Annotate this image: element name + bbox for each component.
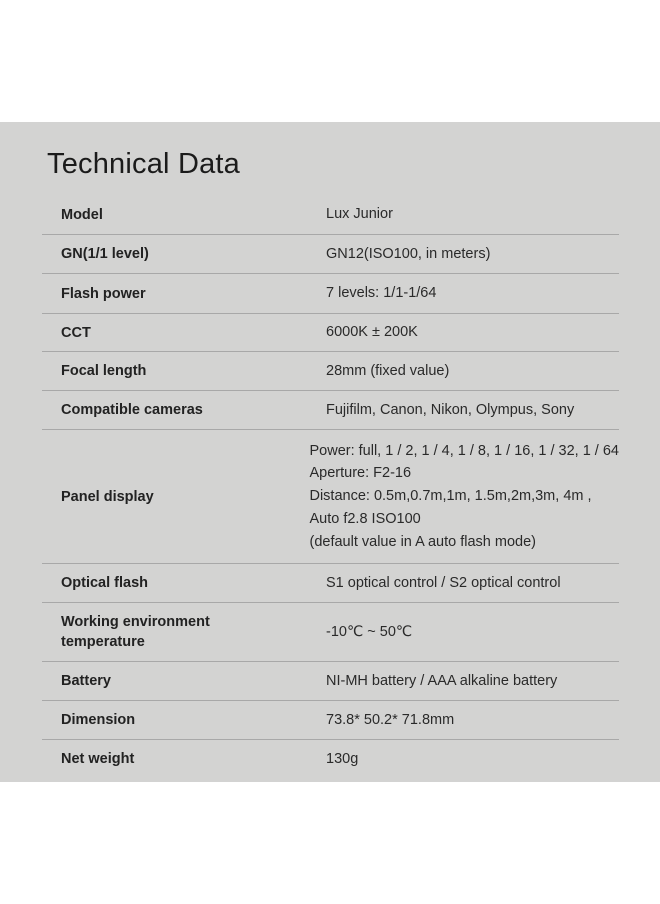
spec-value-line: 7 levels: 1/1-1/64	[326, 285, 437, 302]
spec-label: CCT	[61, 324, 91, 341]
spec-value-line: Aperture: F2-16	[309, 465, 412, 482]
spec-value-line: 6000K ± 200K	[326, 324, 418, 341]
table-row	[42, 391, 619, 430]
spec-value-line: 73.8* 50.2* 71.8mm	[326, 711, 455, 728]
spec-value-line: S1 optical control / S2 optical control	[326, 574, 561, 591]
table-row	[42, 564, 619, 603]
spec-label: Dimension	[61, 712, 136, 728]
spec-label: Net weight	[61, 751, 135, 767]
spec-label: Working environment temperature	[61, 614, 210, 650]
table-row	[42, 701, 619, 740]
spec-value-line: Auto f2.8 ISO100	[309, 510, 421, 527]
spec-value	[326, 282, 619, 305]
spec-value	[326, 748, 619, 771]
spec-label: Focal length	[61, 363, 147, 379]
table-row	[42, 235, 619, 274]
spec-value	[326, 243, 619, 266]
spec-value-line: 130g	[326, 750, 359, 767]
table-row	[42, 740, 619, 778]
spec-value-line: Fujifilm, Canon, Nikon, Olympus, Sony	[326, 401, 575, 418]
spec-value-line: NI-MH battery / AAA alkaline battery	[326, 672, 558, 689]
spec-value-line: 28mm (fixed value)	[326, 362, 450, 379]
spec-value	[326, 621, 619, 644]
spec-value-line: Power: full, 1 / 2, 1 / 4, 1 / 8, 1 / 16, 1 / 32, 1 / 64	[309, 442, 619, 459]
spec-value-line: Distance: 0.5m,0.7m,1m, 1.5m,2m,3m, 4m ,	[309, 488, 592, 505]
spec-value	[326, 360, 619, 383]
spec-value	[326, 321, 619, 344]
spec-value	[326, 670, 619, 693]
spec-value	[326, 572, 619, 595]
spec-label: Battery	[61, 673, 111, 689]
spec-label: GN(1/1 level)	[61, 246, 149, 262]
spec-value-line: (default value in A auto flash mode)	[309, 533, 536, 550]
spec-label: Optical flash	[61, 575, 149, 591]
spec-value-line: Lux Junior	[326, 206, 393, 223]
table-row	[42, 662, 619, 701]
spec-label: Flash power	[61, 285, 146, 302]
table-row	[42, 314, 619, 352]
table-row	[42, 430, 619, 564]
table-row	[42, 274, 619, 314]
spec-label: Panel display	[61, 488, 154, 505]
spec-value	[309, 440, 619, 554]
spec-value	[326, 709, 619, 732]
spec-value	[326, 399, 619, 422]
table-row	[42, 195, 619, 235]
table-row	[42, 352, 619, 391]
spec-label: Compatible cameras	[61, 402, 203, 418]
table-row	[42, 603, 619, 662]
spec-value-line: -10℃ ~ 50℃	[326, 623, 413, 640]
spec-table	[42, 195, 619, 778]
technical-data-panel	[0, 122, 660, 782]
page-title: Technical Data	[47, 148, 241, 180]
spec-label: Model	[61, 206, 103, 223]
spec-value	[326, 203, 619, 226]
spec-value-line: GN12(ISO100, in meters)	[326, 245, 491, 262]
